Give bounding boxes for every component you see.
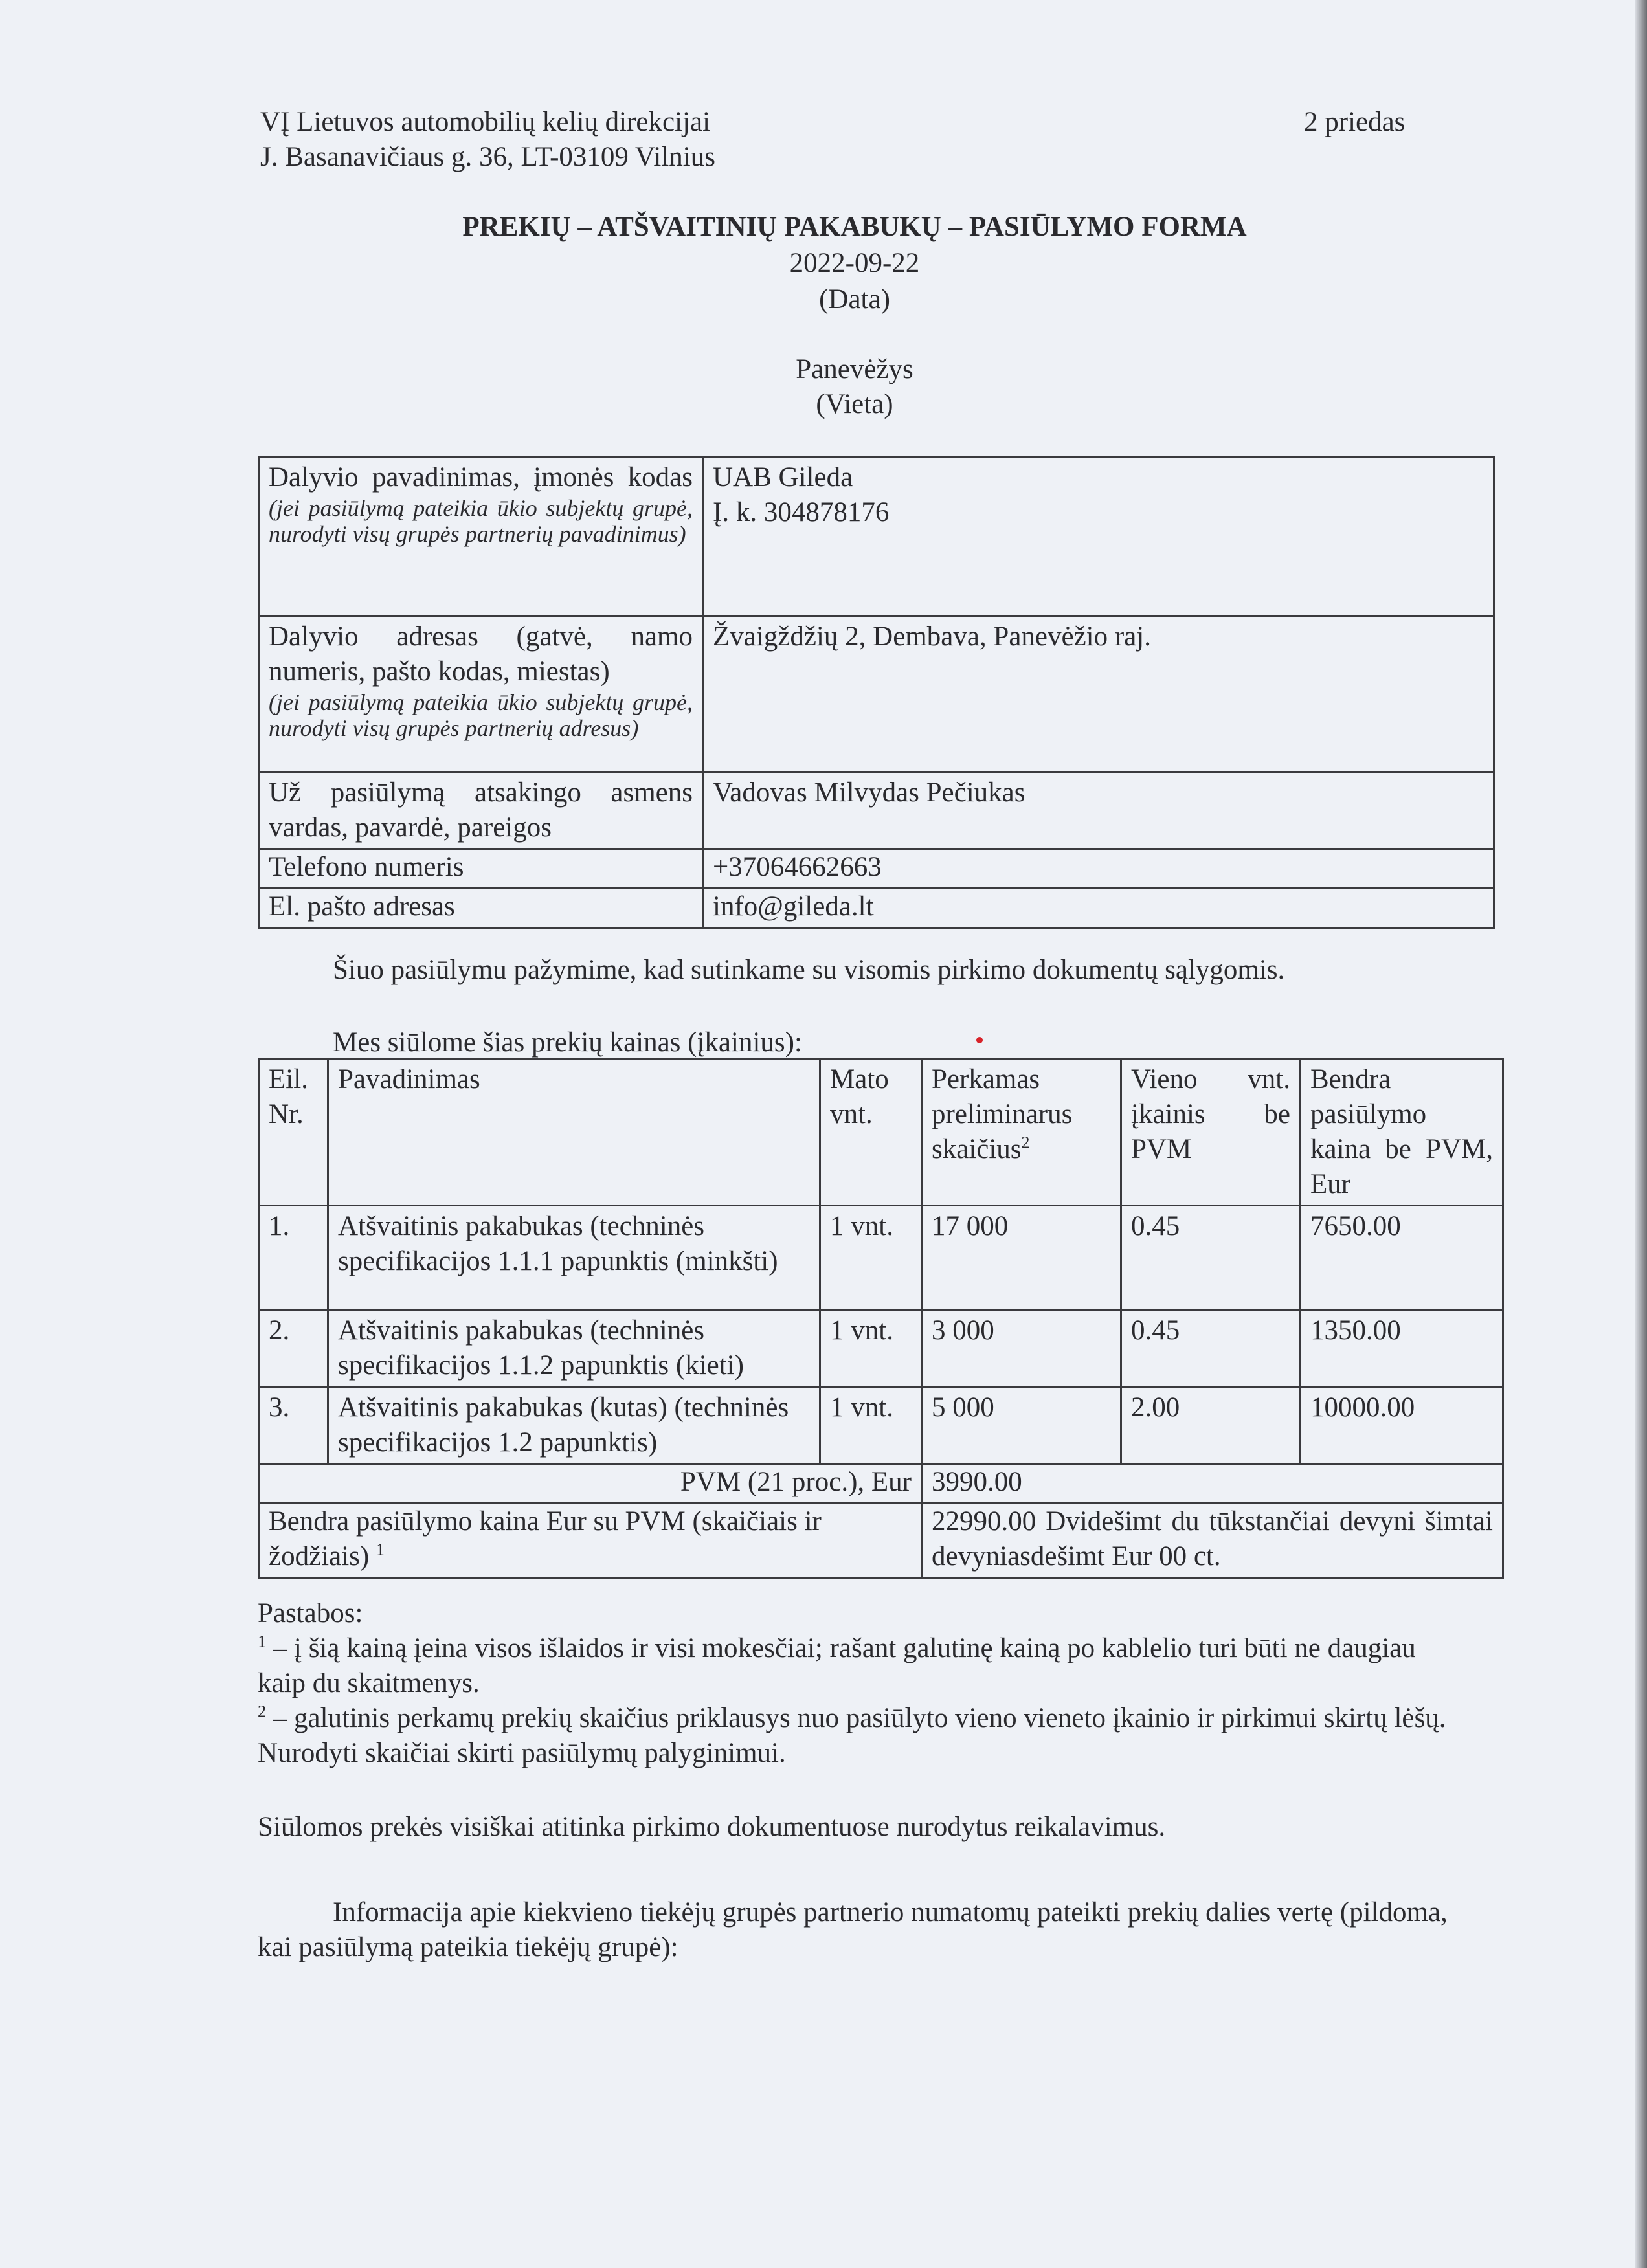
row-total: 1350.00 bbox=[1301, 1310, 1503, 1387]
responsible-person: Vadovas Milvydas Pečiukas bbox=[713, 777, 1025, 808]
note-1-mark: 1 bbox=[258, 1632, 266, 1651]
compliance-text: Siūlomos prekės visiškai atitinka pirkimo dokumentuose nurodytus reikalavimus. bbox=[258, 1812, 1166, 1842]
date-value: 2022-09-22 bbox=[789, 248, 920, 278]
company-code: Į. k. 304878176 bbox=[713, 497, 890, 528]
header-name: Pavadinimas bbox=[328, 1059, 820, 1206]
note-2-text: – galutinis perkamų prekių skaičius priklausys nuo pasiūlyto vieno vieneto įkainio ir pirkimui skirtų lėšų. Nurodyti skaičiai skirti pasiūlymų palyginimui. bbox=[258, 1703, 1446, 1768]
footnote-ref: 1 bbox=[375, 1540, 385, 1559]
header-qty-text: Perkamas preliminarus skaičius bbox=[932, 1064, 1073, 1164]
row-qty: 5 000 bbox=[922, 1387, 1121, 1464]
company-name: UAB Gileda bbox=[713, 462, 853, 493]
row-name: Atšvaitinis pakabukas (techninės specifikacijos 1.1.1 papunktis (minkšti) bbox=[328, 1206, 820, 1310]
place-value: Panevėžys bbox=[796, 354, 913, 384]
row-price: 0.45 bbox=[1121, 1310, 1301, 1387]
header-unit: Mato vnt. bbox=[820, 1059, 922, 1206]
cell-note: (jei pasiūlymą pateikia ūkio subjektų grupė, nurodyti visų grupės partnerių adresus) bbox=[269, 689, 693, 741]
vat-row bbox=[259, 1464, 1503, 1504]
cell-label: El. pašto adresas bbox=[269, 891, 455, 922]
row-qty: 3 000 bbox=[922, 1310, 1121, 1387]
row-no: 1. bbox=[259, 1206, 328, 1310]
header-unit-price: Vieno vnt. įkainis be PVM bbox=[1121, 1059, 1301, 1206]
vat-label: PVM (21 proc.), Eur bbox=[259, 1464, 922, 1504]
participant-table bbox=[258, 456, 1495, 929]
cell-label: Dalyvio pavadinimas, įmonės kodas bbox=[269, 462, 693, 493]
page-title: PREKIŲ – ATŠVAITINIŲ PAKABUKŲ – PASIŪLYMO FORMA bbox=[462, 212, 1247, 242]
cell-label: Už pasiūlymą atsakingo asmens vardas, pavardė, pareigos bbox=[269, 777, 693, 843]
recipient-address bbox=[260, 105, 715, 175]
row-no: 2. bbox=[259, 1310, 328, 1387]
row-qty: 17 000 bbox=[922, 1206, 1121, 1310]
prices-intro: Mes siūlome šias prekių kainas (įkainius): bbox=[333, 1027, 802, 1058]
table-row bbox=[259, 616, 1494, 772]
table-row bbox=[259, 772, 1494, 849]
total-label: Bendra pasiūlymo kaina Eur su PVM (skaičiais ir žodžiais) bbox=[269, 1506, 822, 1572]
header-qty bbox=[922, 1059, 1121, 1206]
header-total: Bendra pasiūlymo kaina be PVM, Eur bbox=[1301, 1059, 1503, 1206]
total-value: 22990.00 Dvidešimt du tūkstančiai devyni šimtai devyniasdešimt Eur 00 ct. bbox=[922, 1504, 1503, 1578]
cell-note: (jei pasiūlymą pateikia ūkio subjektų grupė, nurodyti visų grupės partnerių pavadinimus) bbox=[269, 495, 693, 547]
note-1 bbox=[258, 1631, 1462, 1701]
header-no: Eil. Nr. bbox=[259, 1059, 328, 1206]
notes bbox=[258, 1596, 1462, 1771]
row-price: 0.45 bbox=[1121, 1206, 1301, 1310]
row-unit: 1 vnt. bbox=[820, 1310, 922, 1387]
red-ink-mark bbox=[976, 1037, 983, 1043]
row-unit: 1 vnt. bbox=[820, 1387, 922, 1464]
table-row bbox=[259, 457, 1494, 616]
table-row bbox=[259, 1387, 1503, 1464]
phone-number: +37064662663 bbox=[713, 852, 882, 882]
table-row bbox=[259, 1310, 1503, 1387]
note-1-text: – į šią kainą įeina visos išlaidos ir visi mokesčiai; rašant galutinę kainą po kablelio turi būti ne daugiau kaip du skaitmenys. bbox=[258, 1633, 1416, 1698]
cell-label: Dalyvio adresas (gatvė, namo numeris, pašto kodas, miestas) bbox=[269, 621, 693, 687]
annex-label: 2 priedas bbox=[1304, 107, 1406, 137]
total-row bbox=[259, 1504, 1503, 1578]
note-2 bbox=[258, 1701, 1462, 1771]
group-info-text: Informacija apie kiekvieno tiekėjų grupės partnerio numatomų pateikti prekių dalies vertę (pildoma, kai pasiūlymą pateikia tiekėjų grupė): bbox=[258, 1897, 1448, 1962]
recipient-name: VĮ Lietuvos automobilių kelių direkcijai bbox=[260, 107, 711, 137]
recipient-street: J. Basanavičiaus g. 36, LT-03109 Vilnius bbox=[260, 142, 715, 172]
note-2-mark: 2 bbox=[258, 1702, 266, 1721]
table-header-row bbox=[259, 1059, 1503, 1206]
table-row bbox=[259, 849, 1494, 889]
row-price: 2.00 bbox=[1121, 1387, 1301, 1464]
price-table bbox=[258, 1058, 1504, 1579]
scan-edge bbox=[1635, 0, 1647, 2268]
footnote-ref: 2 bbox=[1021, 1133, 1030, 1152]
total-label-cell bbox=[259, 1504, 922, 1578]
date-label: (Data) bbox=[819, 284, 890, 315]
vat-value: 3990.00 bbox=[922, 1464, 1503, 1504]
table-row bbox=[259, 1206, 1503, 1310]
company-address: Žvaigždžių 2, Dembava, Panevėžio raj. bbox=[713, 621, 1151, 652]
agreement-text: Šiuo pasiūlymu pažymime, kad sutinkame su visomis pirkimo dokumentų sąlygomis. bbox=[333, 955, 1285, 985]
row-total: 7650.00 bbox=[1301, 1206, 1503, 1310]
row-name: Atšvaitinis pakabukas (techninės specifikacijos 1.1.2 papunktis (kieti) bbox=[328, 1310, 820, 1387]
table-row bbox=[259, 889, 1494, 928]
cell-label: Telefono numeris bbox=[269, 852, 464, 882]
row-name: Atšvaitinis pakabukas (kutas) (techninės specifikacijos 1.2 papunktis) bbox=[328, 1387, 820, 1464]
place-label: (Vieta) bbox=[816, 389, 893, 419]
row-total: 10000.00 bbox=[1301, 1387, 1503, 1464]
email-address: info@gileda.lt bbox=[713, 891, 874, 922]
notes-title: Pastabos: bbox=[258, 1598, 363, 1629]
row-no: 3. bbox=[259, 1387, 328, 1464]
row-unit: 1 vnt. bbox=[820, 1206, 922, 1310]
